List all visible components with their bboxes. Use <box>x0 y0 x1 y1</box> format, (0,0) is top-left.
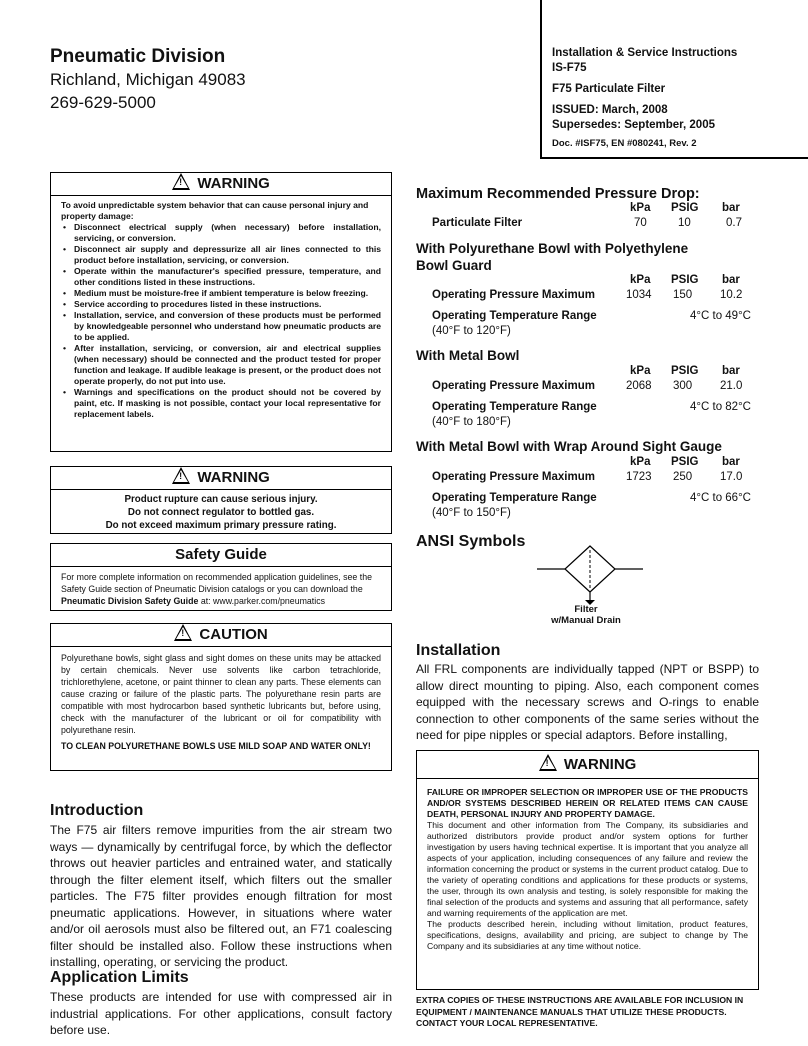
op-temp-label: Operating Temperature Range <box>432 492 597 504</box>
warning-title: ! WARNING <box>51 467 391 490</box>
liability-para: This document and other information from The Company, its subsidiaries and authorized distributors provide product and/or system options for further investigation by users having technical expertise. It is important that you analyze all aspects of your application, including consequences of any failure and review the information concerning the product or systems in the current product catalog. Due to the variety of operating conditions and applications for these products or systems, the user, through its own analysis and testing, is solely responsible for making the final selection of the products and systems and assuring that all performance, safety and warning requirements of the application are met. <box>427 820 748 918</box>
poly-bowl-heading-1: With Polyurethane Bowl with Polyethylene <box>416 241 689 256</box>
col-psig: PSIG <box>671 456 699 468</box>
safety-guide-text: For more complete information on recommended application guidelines, see the Safety Guide section of Pneumatic Division catalogs or you can download the Pneumatic Division Safety Guide at: www.parker.com/pneumatics <box>61 572 372 606</box>
poly-bowl-heading-2: Bowl Guard <box>416 258 492 273</box>
gauge-psig: 250 <box>673 471 693 483</box>
gauge-temp-f: (40°F to 150°F) <box>432 507 511 519</box>
warning-triangle-icon: ! <box>172 173 190 190</box>
warning-line: Do not connect regulator to bottled gas. <box>127 507 315 518</box>
ansi-caption: Filter w/Manual Drain <box>551 604 621 626</box>
metal-psig: 300 <box>673 380 693 392</box>
list-item: • Service according to procedures listed in these instructions. <box>61 299 381 310</box>
col-bar: bar <box>722 274 740 286</box>
supersedes-date: Supersedes: September, 2005 <box>552 119 715 131</box>
col-bar: bar <box>722 456 740 468</box>
metal-bar: 21.0 <box>720 380 743 392</box>
pressure-drop-heading: Maximum Recommended Pressure Drop: <box>416 186 700 202</box>
op-pressure-label: Operating Pressure Maximum <box>432 471 595 483</box>
list-item: • Medium must be moisture-free if ambient temperature is below freezing. <box>61 288 381 299</box>
list-item: • Warnings and specifications on the product should not be covered by paint, etc. If masking is not possible, contact your local representative for replacement labels. <box>61 387 381 420</box>
poly-temp-c: 4°C to 49°C <box>690 310 751 322</box>
caution-text: Polyurethane bowls, sight glass and sight domes on these units may be attacked by certain chemicals. Never use solvents like carbon tetrachloride, trichlorethylene, acetone, or paint thinner to clean any parts. These elements can cause crazing or failure of the plastic parts. The polyurethane resin parts are compatible with most hydrocarbon based synthetic lubricants but, before using, check with the manufacturer of the lubricant or oil for compatibility with polyurethane resin. <box>61 653 381 735</box>
particulate-label: Particulate Filter <box>432 217 523 229</box>
list-item: • After installation, servicing, or conversion, air and electrical supplies (when necessary) should be connected and the product tested for proper function and leakage. If audible leakage is present, or the product does not operate properly, do not put into use. <box>61 343 381 387</box>
doc-type: Installation & Service Instructions <box>552 47 738 59</box>
col-kpa: kPa <box>630 365 651 377</box>
warning-triangle-icon: ! <box>174 624 192 641</box>
safety-guide-title: Safety Guide <box>51 544 391 567</box>
introduction-heading: Introduction <box>50 802 144 819</box>
introduction-text: The F75 air filters remove impurities from the air stream two ways — dynamically by centrifugal force, by which the deflector throws out heavier particles and entrained water, and statically through the filter element itself, which filters out the smaller particles. The F75 filter provides enough filtration for most pneumatic applications. However, in situations where water and/or oil aerosols must also be filtered out, an F71 coalescing filter should be installed also. Follow these instructions when installing, operating, or servicing the product. <box>50 823 392 969</box>
col-kpa: kPa <box>630 274 651 286</box>
poly-bar: 10.2 <box>720 289 743 301</box>
gauge-temp-c: 4°C to 66°C <box>690 492 751 504</box>
particulate-psig: 10 <box>678 217 691 229</box>
list-item: • Operate within the manufacturer's specified pressure, temperature, and other conditions listed in these instructions. <box>61 266 381 288</box>
installation-text: All FRL components are individually tapped (NPT or BSPP) to allow direct mounting to piping. Also, each component comes equipped with the necessary screws and O-rings to enable connection to other components of the same series without the need for pipe nipples or special adaptors. Before installing, <box>416 662 759 742</box>
warning-line: Product rupture can cause serious injury. <box>124 494 318 505</box>
col-psig: PSIG <box>671 274 699 286</box>
caution-title: ! CAUTION <box>51 624 391 647</box>
warning-triangle-icon: ! <box>539 754 557 771</box>
warning-list <box>61 222 381 420</box>
list-item: • Disconnect electrical supply (when necessary) before installation, servicing, or conversion. <box>61 222 381 244</box>
op-temp-label: Operating Temperature Range <box>432 310 597 322</box>
poly-temp-f: (40°F to 120°F) <box>432 325 511 337</box>
col-psig: PSIG <box>671 202 699 214</box>
poly-kpa: 1034 <box>626 289 652 301</box>
gauge-bar: 17.0 <box>720 471 743 483</box>
liability-para: The products described herein, including without limitation, product features, specifications, designs, availability and pricing, are subject to change by The Company and its subsidiaries at any time without notice. <box>427 919 748 951</box>
warning-box-general <box>50 172 392 452</box>
particulate-kpa: 70 <box>634 217 647 229</box>
warning-box-rupture <box>50 466 392 534</box>
warning-line: Do not exceed maximum primary pressure rating. <box>105 520 337 531</box>
metal-kpa: 2068 <box>626 380 652 392</box>
company-phone: 269-629-5000 <box>50 93 156 112</box>
col-bar: bar <box>722 365 740 377</box>
application-limits-heading: Application Limits <box>50 969 189 986</box>
col-kpa: kPa <box>630 456 651 468</box>
installation-heading: Installation <box>416 642 501 659</box>
warning-triangle-icon: ! <box>172 467 190 484</box>
gauge-kpa: 1723 <box>626 471 652 483</box>
doc-code: IS-F75 <box>552 62 587 74</box>
caution-note: TO CLEAN POLYURETHANE BOWLS USE MILD SOAP AND WATER ONLY! <box>61 741 371 751</box>
metal-temp-f: (40°F to 180°F) <box>432 416 511 428</box>
warning-title: ! WARNING <box>417 751 758 779</box>
safety-guide-box <box>50 543 392 611</box>
header-divider-horizontal <box>540 157 808 159</box>
metal-temp-c: 4°C to 82°C <box>690 401 751 413</box>
issued-date: ISSUED: March, 2008 <box>552 104 668 116</box>
warning-intro: To avoid unpredictable system behavior that can cause personal injury and property damage: <box>61 200 369 221</box>
document-info <box>552 46 802 151</box>
op-pressure-label: Operating Pressure Maximum <box>432 289 595 301</box>
poly-psig: 150 <box>673 289 693 301</box>
list-item: • Disconnect air supply and depressurize all air lines connected to this product before installation, servicing, or conversion. <box>61 244 381 266</box>
doc-number: Doc. #ISF75, EN #080241, Rev. 2 <box>552 138 697 149</box>
sight-gauge-heading: With Metal Bowl with Wrap Around Sight Gauge <box>416 439 722 454</box>
liability-headline: FAILURE OR IMPROPER SELECTION OR IMPROPER USE OF THE PRODUCTS AND/OR SYSTEMS DESCRIBED HEREIN OR RELATED ITEMS CAN CAUSE DEATH, PERSONAL INJURY AND PROPERTY DAMAGE. <box>427 787 748 819</box>
company-name: Pneumatic Division <box>50 46 226 67</box>
col-kpa: kPa <box>630 202 651 214</box>
metal-bowl-heading: With Metal Bowl <box>416 348 520 363</box>
op-pressure-label: Operating Pressure Maximum <box>432 380 595 392</box>
col-psig: PSIG <box>671 365 699 377</box>
particulate-bar: 0.7 <box>726 217 742 229</box>
list-item: • Installation, service, and conversion of these products must be performed by knowledgeable personnel who understand how pneumatic products are to be applied. <box>61 310 381 343</box>
application-limits-text: These products are intended for use with compressed air in industrial applications. For other applications, consult factory before use. <box>50 990 392 1037</box>
op-temp-label: Operating Temperature Range <box>432 401 597 413</box>
extra-copies-note: EXTRA COPIES OF THESE INSTRUCTIONS ARE AVAILABLE FOR INCLUSION IN EQUIPMENT / MAINTENANCE MANUALS THAT UTILIZE THESE PRODUCTS. CONTACT YOUR LOCAL REPRESENTATIVE. <box>416 995 744 1028</box>
header-divider-vertical <box>540 0 542 158</box>
warning-box-liability <box>416 750 759 990</box>
col-bar: bar <box>722 202 740 214</box>
product-name: F75 Particulate Filter <box>552 83 666 95</box>
company-city: Richland, Michigan 49083 <box>50 70 246 89</box>
filter-symbol-icon <box>535 544 645 606</box>
ansi-symbols-heading: ANSI Symbols <box>416 533 526 550</box>
caution-box <box>50 623 392 771</box>
warning-title: ! WARNING <box>51 173 391 196</box>
